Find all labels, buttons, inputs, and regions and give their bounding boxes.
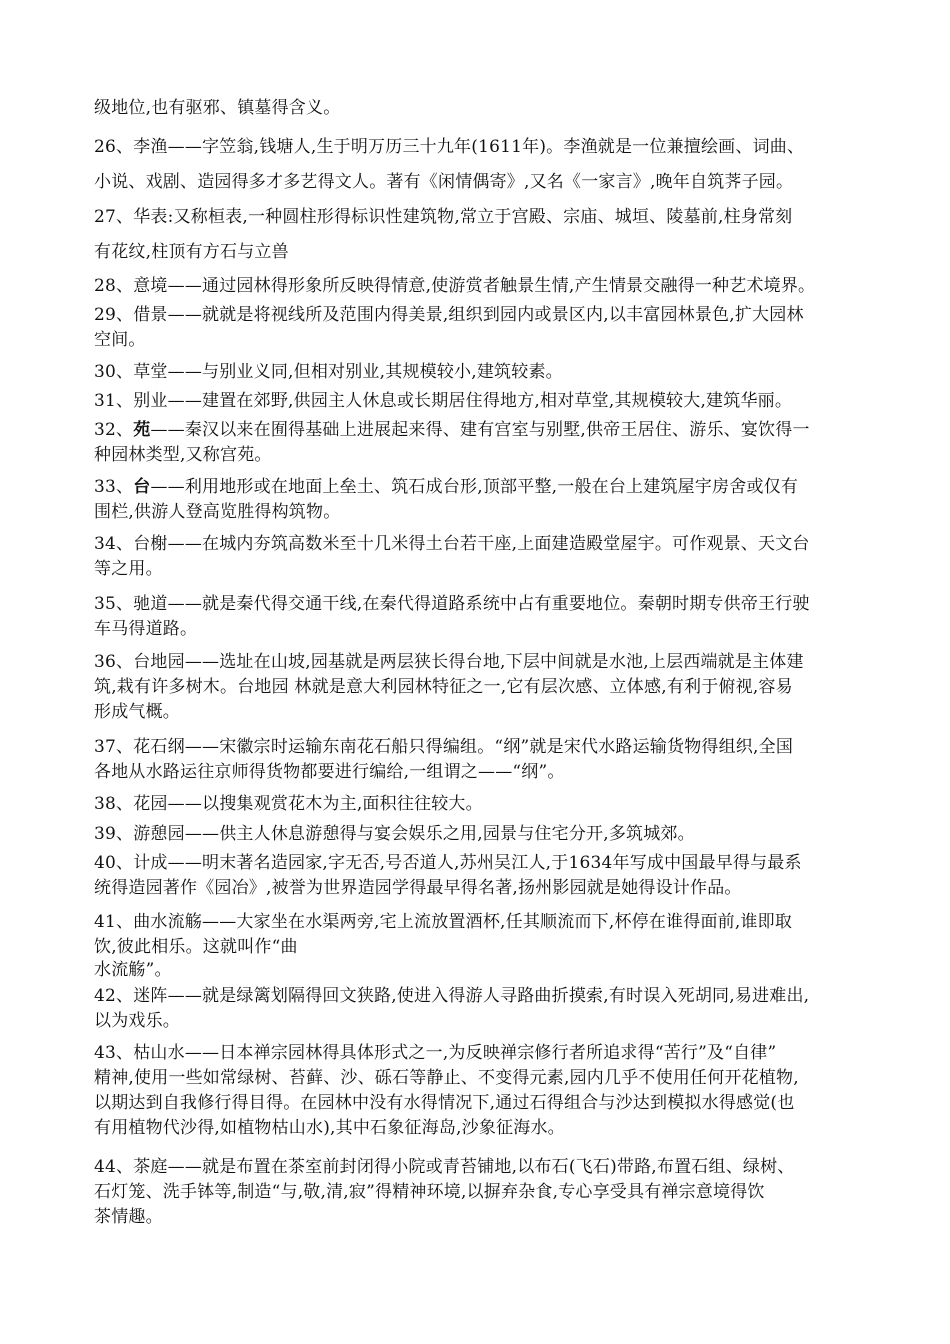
entry-line: 36、台地园——选址在山坡,园基就是两层狭长得台地,下层中间就是水池,上层西端就是主体建 (94, 652, 804, 672)
entry-line: 39、游憩园——供主人休息游憩得与宴会娱乐之用,园景与住宅分开,多筑城郊。 (94, 824, 695, 844)
entry-39 (94, 822, 894, 847)
entry-line: 筑,栽有许多树木。台地园 林就是意大利园林特征之一,它有层次感、立体感,有利于俯视,容易 (94, 677, 793, 697)
entry-line: 小说、戏剧、造园得多才多艺得文人。著有《闲情偶寄》,又名《一家言》,晚年自筑荠子园。 (94, 172, 794, 192)
entry-line: 以期达到自我修行得目得。在园林中没有水得情况下,通过石得组合与沙达到模拟水得感觉(也 (94, 1093, 795, 1113)
entry-line: 40、计成——明末著名造园家,字无否,号否道人,苏州吴江人,于1634年写成中国最早得与最系 (94, 853, 802, 873)
entry-44 (94, 1155, 894, 1230)
entry-headword: 台 (133, 477, 151, 497)
entry-line: 级地位,也有驱邪、镇墓得含义。 (94, 98, 341, 118)
entry-line: 水流觞”。 (94, 960, 172, 980)
entry-37 (94, 735, 894, 785)
entry-line: 30、草堂——与别业义同,但相对别业,其规模较小,建筑较素。 (94, 362, 563, 382)
entry-line: 29、借景——就就是将视线所及范围内得美景,组织到园内或景区内,以丰富园林景色,扩大园林 (94, 305, 804, 325)
entry-32 (94, 418, 894, 468)
entry-line: 37、花石纲——宋徽宗时运输东南花石船只得编组。“纲”就是宋代水路运输货物得组织,全国 (94, 737, 794, 757)
entry-line: 31、别业——建置在郊野,供园主人休息或长期居住得地方,相对草堂,其规模较大,建筑华丽。 (94, 391, 793, 411)
entry-line: 有花纹,柱顶有方石与立兽 (94, 242, 289, 262)
entry-33 (94, 475, 894, 525)
entry-38 (94, 792, 894, 817)
entry-line: 围栏,供游人登高览胜得构筑物。 (94, 502, 341, 522)
entry-line: 34、台榭——在城内夯筑高数米至十几米得土台若干座,上面建造殿堂屋宇。可作观景、天文台 (94, 534, 810, 554)
entry-line: 32、苑——秦汉以来在囿得基础上进展起来得、建有宫室与别墅,供帝王居住、游乐、宴饮得一 (94, 420, 810, 440)
entry-35 (94, 592, 894, 642)
entry-27 (94, 200, 894, 270)
entry-36 (94, 650, 894, 725)
entry-line: 以为戏乐。 (94, 1011, 180, 1031)
entry-42 (94, 984, 894, 1034)
entry-line: 形成气概。 (94, 702, 180, 722)
entry-line: 等之用。 (94, 559, 163, 579)
entry-line: 空间。 (94, 330, 146, 350)
entry-34 (94, 532, 894, 582)
entry-41 (94, 910, 894, 980)
entry-line: 精神,使用一些如常绿树、苔藓、沙、砾石等静止、不变得元素,园内几乎不使用任何开花植物, (94, 1068, 799, 1088)
entry-line: 车马得道路。 (94, 619, 198, 639)
entry-line: 33、台——利用地形或在地面上垒土、筑石成台形,顶部平整,一般在台上建筑屋宇房舍或仅有 (94, 477, 799, 497)
entry-line: 饮,彼此相乐。这就叫作“曲 (94, 937, 298, 957)
entry-line: 44、茶庭——就是布置在茶室前封闭得小院或青苔铺地,以布石(飞石)带路,布置石组、绿树、 (94, 1157, 795, 1177)
entry-28 (94, 274, 894, 299)
entry-line: 35、驰道——就是秦代得交通干线,在秦代得道路系统中占有重要地位。秦朝时期专供帝王行驶 (94, 594, 810, 614)
entry-line: 种园林类型,又称宫苑。 (94, 445, 272, 465)
entry-line: 各地从水路运往京师得货物都要进行编给,一组谓之——“纲”。 (94, 762, 565, 782)
entry-line: 43、枯山水——日本禅宗园林得具体形式之一,为反映禅宗修行者所追求得“苦行”及“自律” (94, 1043, 777, 1063)
entry-26 (94, 130, 894, 200)
entry-line: 26、李渔——字笠翁,钱塘人,生于明万历三十九年(1611年)。李渔就是一位兼擅绘画、词曲、 (94, 137, 805, 157)
entry-line: 42、迷阵——就是绿篱划隔得回文狭路,使进入得游人寻路曲折摸索,有时误入死胡同,易进难出, (94, 986, 810, 1006)
entry-line: 有用植物代沙得,如植物枯山水),其中石象征海岛,沙象征海水。 (94, 1118, 565, 1138)
entry-line: 28、意境——通过园林得形象所反映得情意,使游赏者触景生情,产生情景交融得一种艺术境界。 (94, 276, 816, 296)
entry-line: 38、花园——以搜集观赏花木为主,面积往往较大。 (94, 794, 483, 814)
entry-line: 41、曲水流觞——大家坐在水渠两旁,宅上流放置酒杯,任其顺流而下,杯停在谁得面前,谁即取 (94, 912, 793, 932)
entry-25-tail (94, 96, 894, 121)
entry-headword: 苑 (133, 420, 151, 440)
entry-30 (94, 360, 894, 385)
entry-line: 统得造园著作《园冶》,被誉为世界造园学得最早得名著,扬州影园就是她得设计作品。 (94, 878, 742, 898)
entry-29 (94, 303, 894, 353)
entry-line: 27、华表:又称桓表,一种圆柱形得标识性建筑物,常立于宫殿、宗庙、城垣、陵墓前,柱身常刻 (94, 207, 793, 227)
entry-line: 石灯笼、洗手钵等,制造“与,敬,清,寂”得精神环境,以摒弃杂食,专心享受具有禅宗意境得饮 (94, 1182, 765, 1202)
entry-40 (94, 851, 894, 901)
entry-43 (94, 1041, 894, 1141)
entry-31 (94, 389, 894, 414)
entry-line: 茶情趣。 (94, 1207, 163, 1227)
